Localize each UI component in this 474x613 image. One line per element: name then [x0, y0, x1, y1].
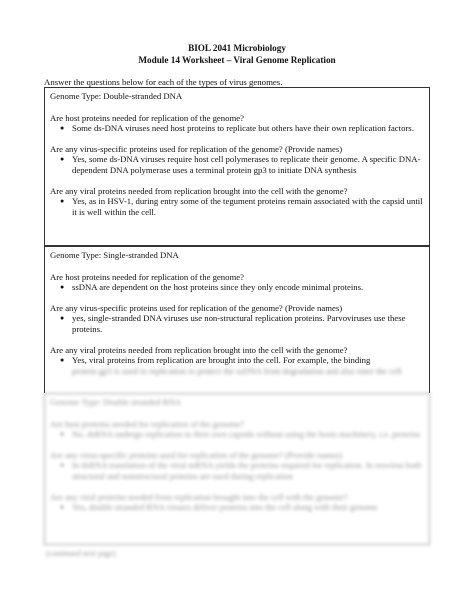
question: Are any virus-specific proteins used for replication of the genome? (Provide names) [50, 302, 343, 313]
answer [50, 154, 424, 175]
question: Are host proteins needed for replication of the genome? [50, 418, 244, 429]
answer-text: yes, single-stranded DNA viruses use non-structural replication proteins. Parvoviruses use these proteins. [72, 313, 406, 334]
section-double-stranded-dna [44, 87, 430, 246]
answer-text-visible: Yes, viral proteins from replication are brought into the cell. For example, the binding [72, 355, 371, 366]
bullet-icon: ● [60, 314, 65, 323]
bullet-icon: ● [60, 155, 65, 164]
question: Are any virus-specific proteins used for replication of the genome? (Provide names) [50, 143, 343, 154]
answer-text: In dsRNA translation of the viral mRNA yields the proteins required for replication. In reovirus both structural and nonstructural proteins are used during replication [72, 460, 422, 481]
genome-type-label: Genome Type: Single-stranded DNA [50, 250, 179, 260]
section-single-stranded-dna [44, 246, 430, 393]
answer [50, 502, 424, 513]
answer [50, 313, 424, 334]
worksheet-title: Module 14 Worksheet – Viral Genome Replication [138, 55, 336, 65]
answer-text: ssDNA are dependent on the host proteins since they only encode minimal proteins. [72, 282, 364, 293]
bullet-icon: ● [60, 430, 65, 439]
question: Are any viral proteins needed from replication brought into the cell with the genome? [50, 185, 348, 196]
answer [50, 460, 424, 481]
question: Are any virus-specific proteins used for replication of the genome? (Provide names) [50, 449, 343, 460]
answer [50, 429, 424, 440]
bullet-icon: ● [60, 461, 65, 470]
answer-text [72, 355, 424, 376]
worksheet-header [0, 42, 474, 66]
bullet-icon: ● [60, 124, 65, 133]
instructions: Answer the questions below for each of the types of virus genomes. [44, 77, 283, 87]
answer [50, 123, 424, 134]
course-title: BIOL 2041 Microbiology [188, 43, 286, 53]
answer-text: No, dsRNA undergo replication in their own capsids without using the hosts machinery, i.e. proteins [72, 429, 421, 440]
answer-text: Yes, as in HSV-1, during entry some of the tegument proteins remain associated with the capsid until it is well within the cell. [72, 196, 423, 217]
section-double-stranded-rna [44, 393, 430, 545]
question: Are any viral proteins needed from replication brought into the cell with the genome? [50, 491, 348, 502]
genome-type-label: Genome Type: Double stranded RNA [50, 397, 181, 407]
question: Are host proteins needed for replication of the genome? [50, 112, 244, 123]
answer-text: Some ds-DNA viruses need host proteins to replicate but others have their own replication factors. [72, 123, 414, 134]
answer [50, 196, 424, 217]
continued-note: (continued next page) [46, 549, 116, 558]
bullet-icon: ● [60, 356, 65, 365]
genome-type-label: Genome Type: Double-stranded DNA [50, 91, 183, 101]
bullet-icon: ● [60, 503, 65, 512]
bullet-icon: ● [60, 283, 65, 292]
answer-text: Yes, double stranded RNA viruses deliver proteins into the cell along with their genome [72, 502, 378, 513]
answer-text-blurred: protein gp5 is used in replication to protect the ssDNA from degradation and also enter the cell [72, 365, 402, 376]
answer [50, 282, 424, 293]
answer-text: Yes, some ds-DNA viruses require host cell polymerases to replicate their genome. A specific DNA-dependent DNA polymerase uses a terminal protein gp3 to initiate DNA synthesis [72, 154, 421, 175]
answer [50, 355, 424, 376]
question: Are host proteins needed for replication of the genome? [50, 271, 244, 282]
bullet-icon: ● [60, 197, 65, 206]
question: Are any viral proteins needed from replication brought into the cell with the genome? [50, 344, 348, 355]
